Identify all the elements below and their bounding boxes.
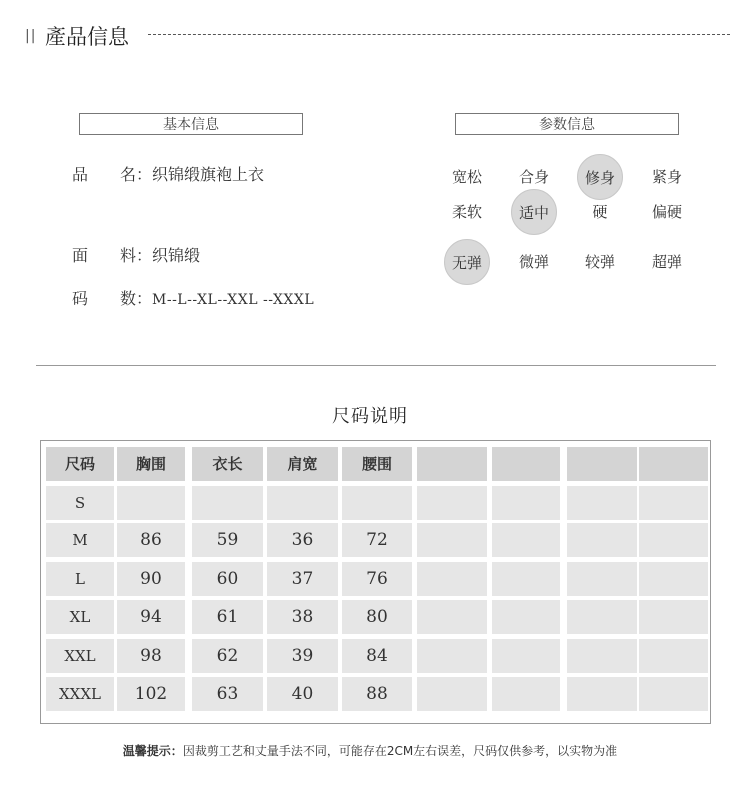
size-table [40, 440, 711, 724]
table-cell [567, 523, 637, 557]
param-chip: 柔软 [451, 203, 482, 221]
table-cell [117, 486, 185, 520]
table-cell [417, 486, 487, 520]
table-cell [639, 562, 708, 596]
table-cell [567, 639, 637, 673]
table-cell: 38 [267, 600, 338, 634]
info-row-fabric [72, 243, 200, 266]
table-cell: 61 [192, 600, 263, 634]
info-label: 料： [120, 246, 153, 265]
table-cell [492, 486, 560, 520]
table-cell [639, 523, 708, 557]
info-label: 码 [72, 289, 89, 308]
table-cell: 80 [342, 600, 412, 634]
param-chip: 适中 [511, 189, 557, 235]
table-cell [417, 523, 487, 557]
table-cell: 72 [342, 523, 412, 557]
table-cell: 37 [267, 562, 338, 596]
param-chip: 微弹 [518, 253, 549, 271]
param-chip: 修身 [577, 154, 623, 200]
param-chip: 宽松 [451, 168, 482, 186]
table-cell: 40 [267, 677, 338, 711]
param-chip: 较弹 [584, 253, 615, 271]
table-header-cell [417, 447, 487, 481]
tip-note [0, 742, 740, 759]
info-row-name [72, 162, 264, 185]
table-header-cell [492, 447, 560, 481]
info-label: 名： [120, 165, 153, 184]
table-cell [417, 600, 487, 634]
table-header-cell [567, 447, 637, 481]
table-cell [492, 523, 560, 557]
table-cell [492, 677, 560, 711]
param-chip: 紧身 [651, 168, 682, 186]
table-cell: 59 [192, 523, 263, 557]
table-cell: 102 [117, 677, 185, 711]
table-cell: 76 [342, 562, 412, 596]
table-cell [639, 600, 708, 634]
table-cell [417, 639, 487, 673]
param-chip: 硬 [592, 203, 608, 221]
table-header-cell: 尺码 [46, 447, 114, 481]
info-label: 数： [120, 289, 153, 308]
size-chart-title: 尺码说明 [332, 406, 408, 427]
table-cell: 39 [267, 639, 338, 673]
param-chip: 无弹 [444, 239, 490, 285]
table-header-cell: 衣长 [192, 447, 263, 481]
table-cell: 60 [192, 562, 263, 596]
tip-label: 温馨提示： [122, 744, 183, 758]
table-cell: 98 [117, 639, 185, 673]
table-cell [567, 486, 637, 520]
info-value: M--L--XL--XXL --XXXL [152, 292, 315, 308]
table-cell: 94 [117, 600, 185, 634]
table-cell: L [46, 562, 114, 596]
table-header-cell: 胸围 [117, 447, 185, 481]
table-cell: S [46, 486, 114, 520]
param-chip: 超弹 [651, 253, 682, 271]
basic-info-box: 基本信息 [79, 113, 303, 135]
section-divider [36, 365, 716, 366]
table-cell [492, 639, 560, 673]
table-cell: 86 [117, 523, 185, 557]
table-header-cell [639, 447, 708, 481]
table-cell [639, 486, 708, 520]
header-dashed-divider [148, 34, 730, 35]
info-value: 织锦缎 [152, 246, 201, 265]
table-cell: 62 [192, 639, 263, 673]
info-label: 品 [72, 165, 89, 184]
table-cell: 84 [342, 639, 412, 673]
table-cell [567, 562, 637, 596]
table-cell [492, 600, 560, 634]
table-cell [492, 562, 560, 596]
table-cell: 88 [342, 677, 412, 711]
table-cell: XXXL [46, 677, 114, 711]
info-label: 面 [72, 246, 89, 265]
table-cell [567, 600, 637, 634]
table-cell [639, 677, 708, 711]
info-value: 织锦缎旗袍上衣 [152, 165, 265, 184]
table-cell: 63 [192, 677, 263, 711]
table-cell: 90 [117, 562, 185, 596]
param-chip: 合身 [518, 168, 549, 186]
table-cell [417, 677, 487, 711]
table-cell: 36 [267, 523, 338, 557]
table-cell: M [46, 523, 114, 557]
table-header-cell: 肩宽 [267, 447, 338, 481]
param-chip: 偏硬 [651, 203, 682, 221]
tip-text: 因裁剪工艺和丈量手法不同，可能存在2CM左右误差，尺码仅供参考，以实物为准 [182, 744, 618, 758]
table-cell [342, 486, 412, 520]
table-cell [567, 677, 637, 711]
table-cell: XXL [46, 639, 114, 673]
table-header-cell: 腰围 [342, 447, 412, 481]
table-cell [192, 486, 263, 520]
table-cell: XL [46, 600, 114, 634]
table-cell [417, 562, 487, 596]
param-info-box: 参数信息 [455, 113, 679, 135]
table-cell [639, 639, 708, 673]
page-title: 產品信息 [45, 25, 129, 49]
info-row-sizes [72, 286, 314, 309]
header-bars: || [25, 28, 37, 44]
table-cell [267, 486, 338, 520]
